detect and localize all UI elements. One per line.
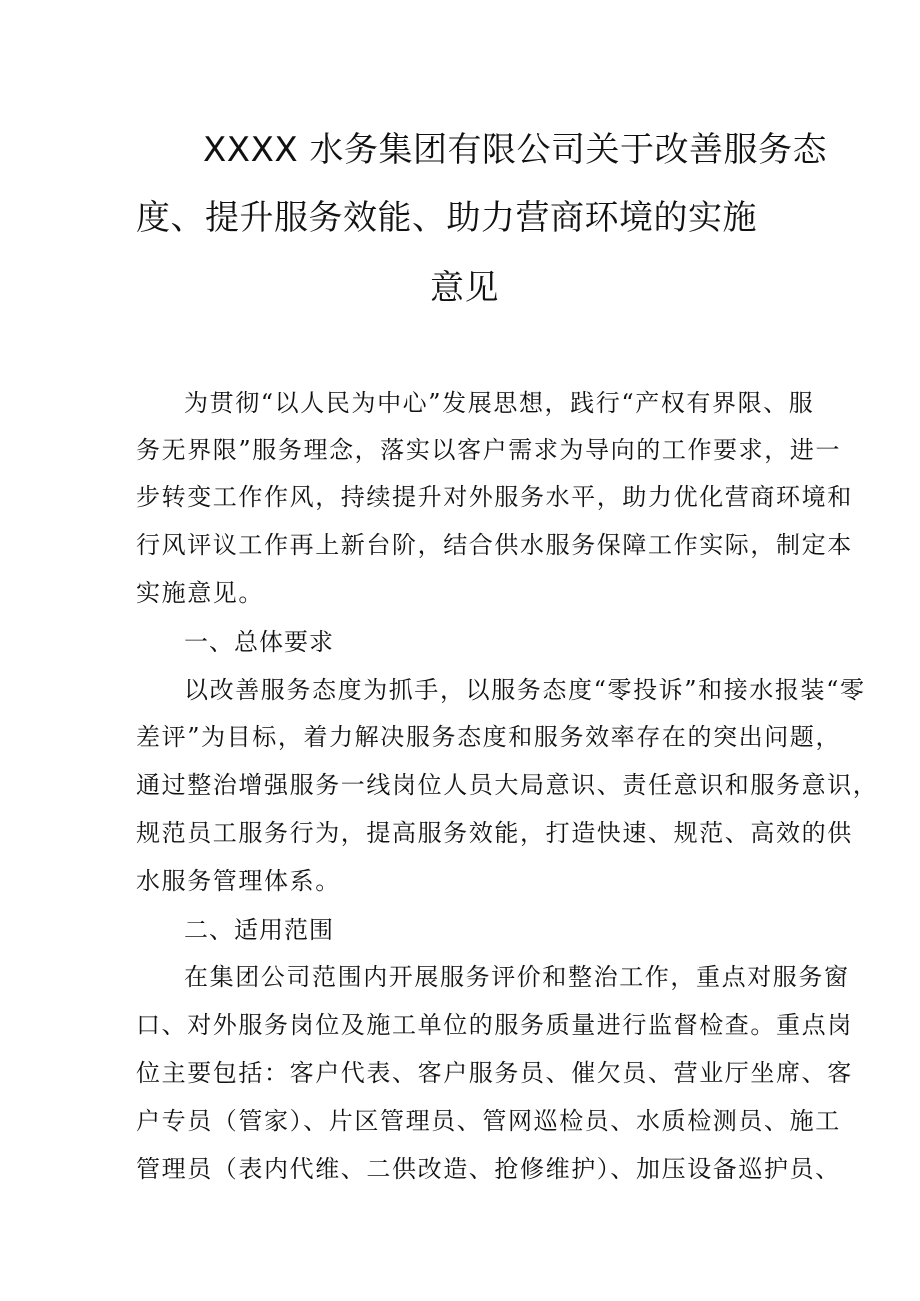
document-title-line-1: XXXX 水务集团有限公司关于改善服务态 — [203, 130, 827, 170]
section2-line-1: 在集团公司范围内开展服务评价和整治工作，重点对服务窗 — [184, 963, 850, 991]
intro-line-3: 步转变工作作风，持续提升对外服务水平，助力优化营商环境和 — [136, 483, 853, 511]
document-title-line-3: 意见 — [430, 268, 499, 308]
section2-line-5: 管理员（表内代维、二供改造、抢修维护）、加压设备巡护员、 — [136, 1155, 841, 1183]
section-heading-general-requirements: 一、总体要求 — [184, 628, 334, 656]
section2-line-3: 位主要包括：客户代表、客户服务员、催欠员、营业厅坐席、客 — [136, 1059, 853, 1087]
intro-line-5: 实施意见。 — [136, 579, 264, 607]
section2-line-4: 户专员（管家）、片区管理员、管网巡检员、水质检测员、施工 — [136, 1107, 841, 1135]
section1-line-2: 差评”为目标，着力解决服务态度和服务效率存在的突出问题， — [136, 723, 842, 751]
section1-line-3: 通过整治增强服务一线岗位人员大局意识、责任意识和服务意识， — [136, 771, 879, 799]
section1-line-5: 水服务管理体系。 — [136, 867, 341, 895]
document-title-line-2: 度、提升服务效能、助力营商环境的实施 — [136, 198, 757, 238]
intro-line-4: 行风评议工作再上新台阶，结合供水服务保障工作实际，制定本 — [136, 531, 853, 559]
intro-line-1: 为贯彻“以人民为中心”发展思想，践行“产权有界限、服 — [184, 389, 815, 417]
section1-line-4: 规范员工服务行为，提高服务效能，打造快速、规范、高效的供 — [136, 819, 853, 847]
section-heading-scope: 二、适用范围 — [184, 916, 334, 944]
section1-line-1: 以改善服务态度为抓手，以服务态度“零投诉”和接水报装“零 — [184, 676, 866, 704]
section2-line-2: 口、对外服务岗位及施工单位的服务质量进行监督检查。重点岗 — [136, 1011, 853, 1039]
intro-line-2: 务无界限”服务理念，落实以客户需求为导向的工作要求，进一 — [136, 436, 842, 464]
